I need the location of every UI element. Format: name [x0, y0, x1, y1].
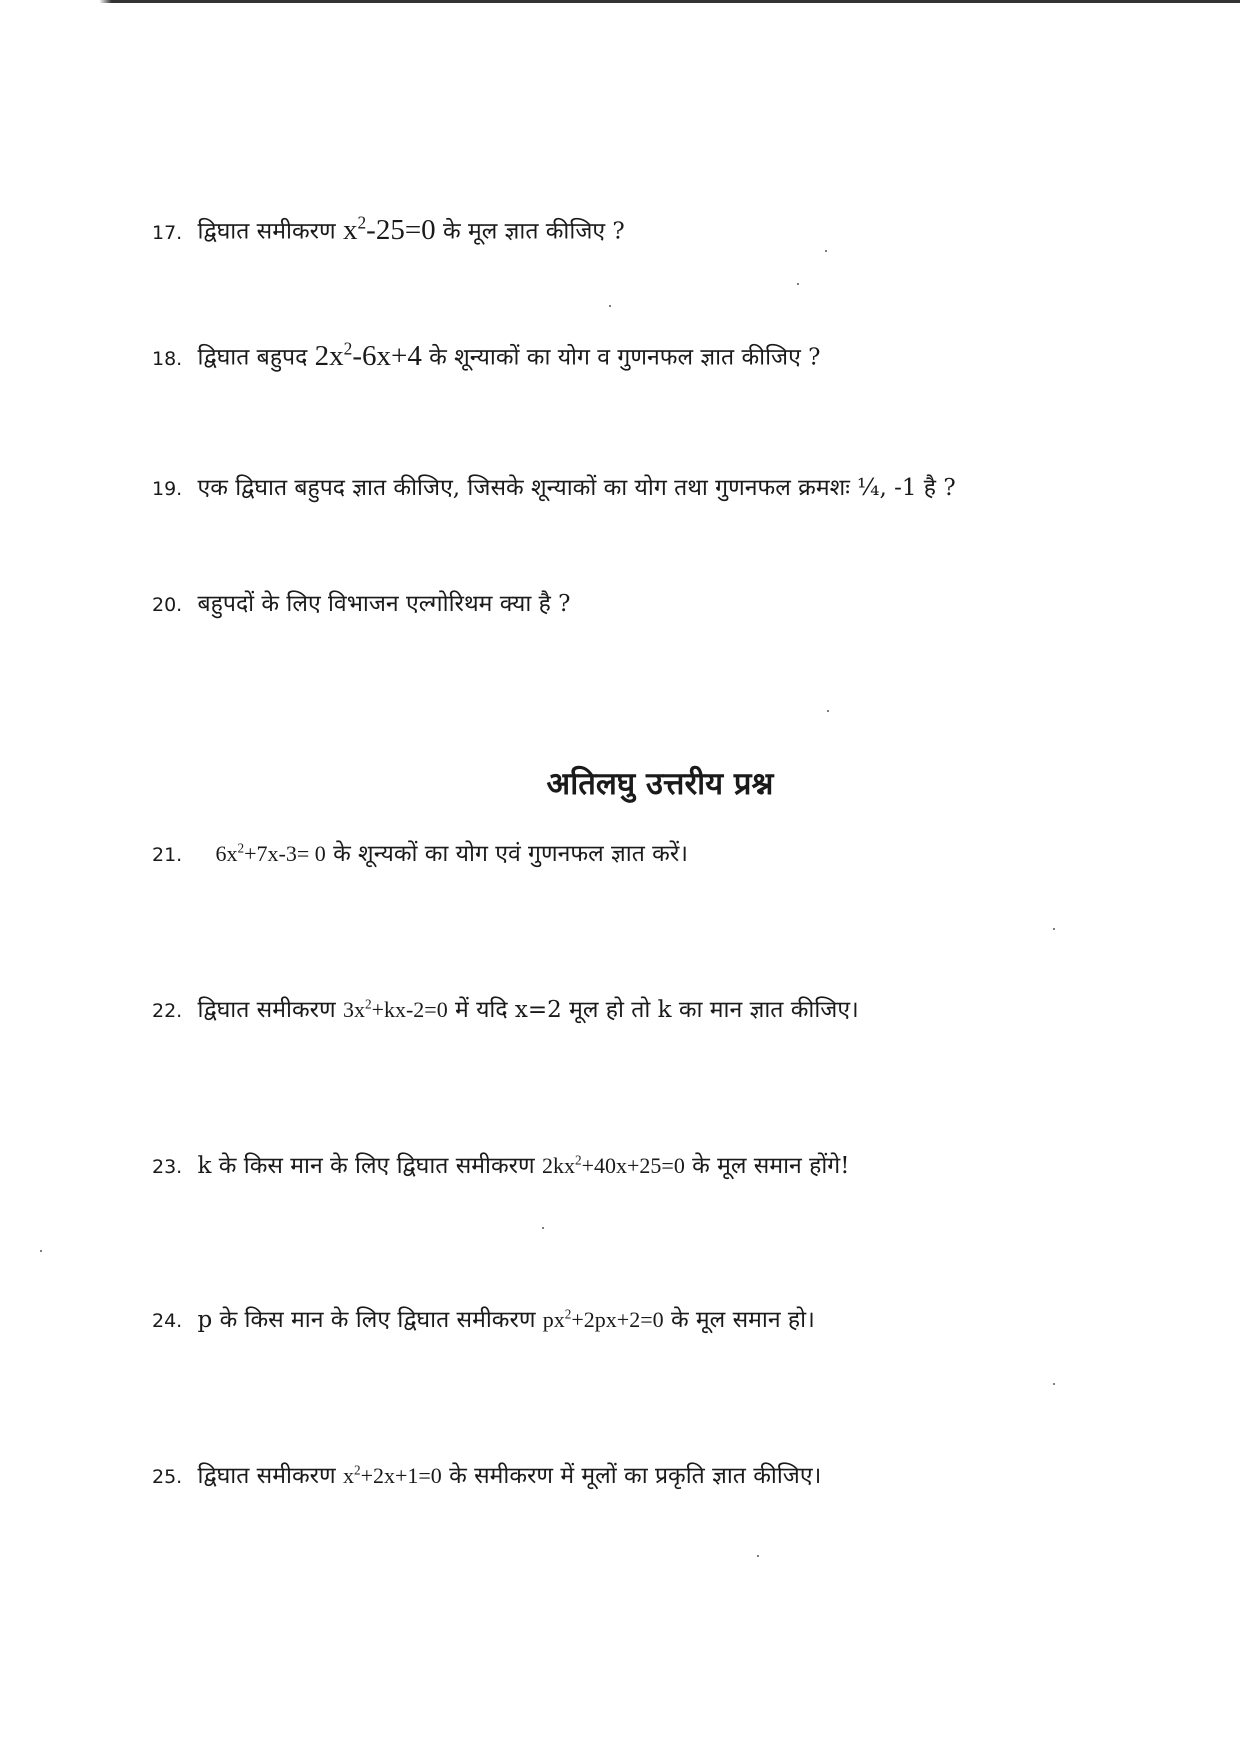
question-equation: $px^2+2px+2=0$ — [542, 1306, 664, 1332]
question-text-pre: द्विघात समीकरण — [197, 1463, 336, 1489]
question-text: बहुपदों के लिए विभाजन एल्गोरिथम क्या है ? — [197, 591, 571, 617]
question-number: 20. — [152, 594, 183, 616]
question-text: एक द्विघात बहुपद ज्ञात कीजिए, जिसके शून्याकों का योग तथा गुणनफल क्रमशः ¼, -1 है ? — [197, 475, 956, 501]
question-21 — [152, 836, 688, 868]
question-number: 22. — [152, 1000, 183, 1022]
question-equation: $x^2+2x+1=0$ — [342, 1462, 442, 1488]
question-text-pre: द्विघात समीकरण — [197, 997, 336, 1023]
scan-speck — [1053, 1383, 1055, 1385]
question-23 — [152, 1148, 850, 1180]
question-number: 17. — [152, 221, 183, 244]
question-text-post: के मूल समान हो। — [670, 1307, 815, 1333]
question-text-pre: द्विघात समीकरण — [197, 218, 336, 245]
scan-speck — [542, 1227, 544, 1229]
question-text-post: के मूल ज्ञात कीजिए ? — [443, 218, 625, 245]
scan-speck — [757, 1555, 759, 1557]
question-25 — [152, 1458, 821, 1490]
scan-speck — [797, 283, 799, 285]
scan-speck — [1053, 928, 1055, 930]
question-text-post: के शून्यकों का योग एवं गुणनफल ज्ञात करें। — [333, 841, 688, 867]
question-number: 21. — [152, 844, 183, 866]
question-number: 19. — [152, 478, 183, 500]
question-equation: $3x^2+kx-2=0$ — [342, 996, 448, 1022]
question-equation: $x^2-25=0$ — [342, 212, 436, 246]
question-19 — [152, 470, 956, 502]
question-number: 18. — [152, 347, 183, 370]
scan-speck — [825, 250, 827, 252]
question-text-post: के मूल समान होंगे! — [692, 1153, 850, 1179]
question-number: 24. — [152, 1310, 183, 1332]
question-text-post: के समीकरण में मूलों का प्रकृति ज्ञात कीजिए। — [449, 1463, 822, 1489]
scan-speck — [827, 710, 829, 712]
question-18 — [152, 338, 820, 373]
question-text-pre: द्विघात बहुपद — [197, 344, 308, 371]
question-equation: $2x^2-6x+4$ — [314, 338, 422, 372]
scan-speck — [40, 1250, 42, 1252]
section-heading: अतिलघु उत्तरीय प्रश्न — [546, 766, 774, 802]
scan-top-edge — [0, 0, 1240, 3]
question-22 — [152, 992, 859, 1024]
question-equation: $2kx^2+40x+25=0$ — [542, 1152, 685, 1178]
question-17 — [152, 212, 625, 247]
question-equation: $6x^2+7x-3= 0$ — [215, 840, 326, 866]
question-text-pre: p के किस मान के लिए द्विघात समीकरण — [197, 1307, 536, 1333]
question-24 — [152, 1302, 815, 1334]
question-number: 23. — [152, 1156, 183, 1178]
question-number: 25. — [152, 1466, 183, 1488]
question-20 — [152, 586, 570, 618]
question-text-pre: k के किस मान के लिए द्विघात समीकरण — [197, 1153, 535, 1179]
question-text-post: के शून्याकों का योग व गुणनफल ज्ञात कीजिए ? — [429, 344, 821, 371]
scan-speck — [609, 305, 611, 307]
question-text-post: में यदि x=2 मूल हो तो k का मान ज्ञात कीजिए। — [455, 997, 859, 1023]
